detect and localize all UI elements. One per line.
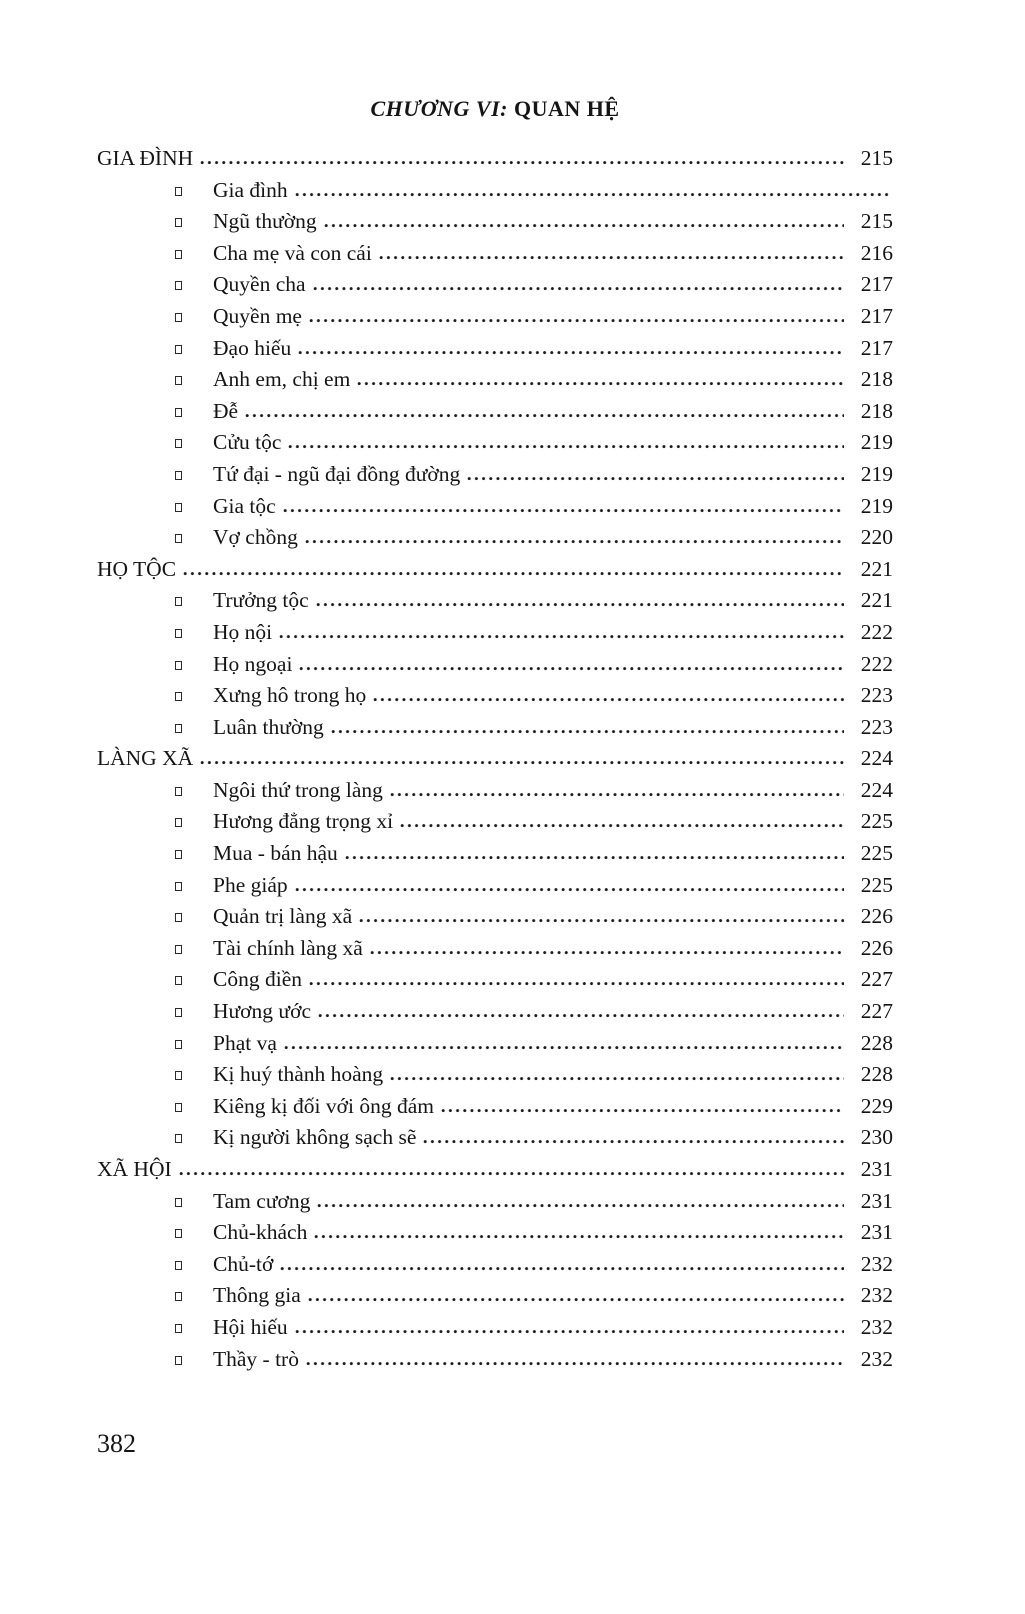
- square-bullet-icon: [175, 818, 182, 827]
- toc-entry-label: Chủ-khách: [213, 1220, 308, 1245]
- toc-entry-page: 221: [860, 588, 893, 613]
- toc-item-row: [97, 617, 893, 649]
- dot-leader: [467, 476, 844, 481]
- dot-leader: [245, 413, 844, 418]
- toc-entry-page: 219: [860, 461, 893, 486]
- toc-item-row: [97, 1249, 893, 1281]
- toc-item-row: [97, 996, 893, 1028]
- toc-item-row: [97, 1122, 893, 1154]
- toc-section-row: [97, 143, 893, 175]
- toc-entry-page: 220: [860, 525, 893, 550]
- toc-entry-page: 218: [860, 367, 893, 392]
- toc-entry-label: Tứ đại - ngũ đại đồng đường: [213, 461, 461, 486]
- dot-leader: [357, 381, 844, 386]
- toc-entry-label: Đễ: [213, 398, 239, 423]
- square-bullet-icon: [175, 1103, 182, 1112]
- dot-leader: [331, 729, 844, 734]
- toc-entry-page: 227: [860, 967, 893, 992]
- toc-entry-label: Hương ước: [213, 999, 311, 1024]
- toc-entry-page: 216: [860, 240, 893, 265]
- toc-entry-label: Mua - bán hậu: [213, 841, 338, 866]
- square-bullet-icon: [175, 692, 182, 701]
- square-bullet-icon: [175, 503, 182, 512]
- toc-entry-page: 223: [860, 714, 893, 739]
- dot-leader: [423, 1139, 844, 1144]
- chapter-name-label: QUAN HỆ: [514, 96, 620, 121]
- toc-item-row: [97, 1344, 893, 1376]
- toc-item-row: [97, 806, 893, 838]
- dot-leader: [295, 1329, 844, 1334]
- toc-item-row: [97, 838, 893, 870]
- dot-leader: [373, 697, 844, 702]
- toc-entry-page: 225: [860, 841, 893, 866]
- square-bullet-icon: [175, 313, 182, 322]
- dot-leader: [284, 1045, 844, 1050]
- toc-entry-page: 224: [860, 777, 893, 802]
- dot-leader: [313, 286, 844, 291]
- toc-entry-page: 231: [860, 1157, 893, 1181]
- square-bullet-icon: [175, 281, 182, 290]
- toc-entry-page: 226: [860, 935, 893, 960]
- toc-item-row: [97, 238, 893, 270]
- toc-entry-label: Thầy - trò: [213, 1346, 299, 1371]
- toc-entry-page: 228: [860, 1062, 893, 1087]
- dot-leader: [441, 1108, 844, 1113]
- toc-entry-label: Anh em, chị em: [213, 367, 351, 392]
- dot-leader: [298, 350, 844, 355]
- toc-item-row: [97, 1186, 893, 1218]
- toc-entry-label: Gia tộc: [213, 493, 276, 518]
- chapter-number-label: CHƯƠNG VI:: [370, 96, 508, 121]
- square-bullet-icon: [175, 850, 182, 859]
- toc-entry-page: 223: [860, 683, 893, 708]
- toc-item-row: [97, 712, 893, 744]
- toc-item-row: [97, 522, 893, 554]
- square-bullet-icon: [175, 1134, 182, 1143]
- square-bullet-icon: [175, 187, 182, 196]
- toc-item-row: [97, 491, 893, 523]
- square-bullet-icon: [175, 945, 182, 954]
- toc-entry-page: 224: [860, 746, 893, 771]
- toc-entry-label: Quản trị làng xã: [213, 904, 353, 929]
- toc-entry-label: Tài chính làng xã: [213, 935, 363, 960]
- toc-item-row: [97, 870, 893, 902]
- toc-entry-page: 217: [860, 303, 893, 328]
- toc-item-row: [97, 1217, 893, 1249]
- toc-entry-label: Xưng hô trong họ: [213, 683, 367, 708]
- toc-item-row: [97, 964, 893, 996]
- dot-leader: [317, 1203, 844, 1208]
- toc-entry-page: 232: [860, 1314, 893, 1339]
- square-bullet-icon: [175, 661, 182, 670]
- dot-leader: [308, 1297, 844, 1302]
- square-bullet-icon: [175, 471, 182, 480]
- toc-entry-label: Chủ-tớ: [213, 1251, 274, 1276]
- toc-entry-page: 228: [860, 1030, 893, 1055]
- toc-item-row: [97, 649, 893, 681]
- dot-leader: [314, 1234, 844, 1239]
- toc-entry-page: 231: [860, 1188, 893, 1213]
- toc-entry-label: Thông gia: [213, 1283, 301, 1308]
- toc-item-row: [97, 175, 893, 207]
- toc-entry-label: Ngôi thứ trong làng: [213, 777, 383, 802]
- toc-entry-page: 219: [860, 493, 893, 518]
- toc-item-row: [97, 1312, 893, 1344]
- toc-entry-label: LÀNG XÃ: [97, 746, 194, 771]
- toc-entry-label: Quyền cha: [213, 272, 306, 297]
- square-bullet-icon: [175, 1324, 182, 1333]
- dot-leader: [359, 918, 844, 923]
- toc-entry-label: Vợ chồng: [213, 525, 298, 550]
- toc-entry-page: 219: [860, 430, 893, 455]
- chapter-title: [97, 96, 893, 122]
- toc-item-row: [97, 396, 893, 428]
- toc-entry-label: Kị người không sạch sẽ: [213, 1125, 417, 1150]
- toc-entry-label: Quyền mẹ: [213, 303, 302, 328]
- toc-entry-label: Kị huý thành hoàng: [213, 1062, 384, 1087]
- toc-entry-page: 229: [860, 1093, 893, 1118]
- toc-entry-page: 230: [860, 1125, 893, 1150]
- toc-entry-label: Phe giáp: [213, 872, 288, 897]
- square-bullet-icon: [175, 1261, 182, 1270]
- dot-leader: [305, 539, 844, 544]
- dot-leader: [179, 1171, 844, 1176]
- toc-entry-page: 217: [860, 335, 893, 360]
- square-bullet-icon: [175, 976, 182, 985]
- square-bullet-icon: [175, 376, 182, 385]
- toc-item-row: [97, 364, 893, 396]
- toc-item-row: [97, 459, 893, 491]
- toc-entry-page: 227: [860, 999, 893, 1024]
- square-bullet-icon: [175, 724, 182, 733]
- dot-leader: [200, 160, 844, 165]
- dot-leader: [283, 508, 844, 513]
- dot-leader: [183, 571, 844, 576]
- toc-entry-page: 222: [860, 619, 893, 644]
- dot-leader: [309, 981, 844, 986]
- square-bullet-icon: [175, 1071, 182, 1080]
- toc-item-row: [97, 269, 893, 301]
- toc-entry-label: Cửu tộc: [213, 430, 282, 455]
- toc-entry-page: 231: [860, 1220, 893, 1245]
- toc-entry-label: Họ nội: [213, 619, 273, 644]
- toc-item-row: [97, 585, 893, 617]
- toc-entry-page: 232: [860, 1251, 893, 1276]
- dot-leader: [318, 1013, 844, 1018]
- square-bullet-icon: [175, 218, 182, 227]
- toc-item-row: [97, 206, 893, 238]
- square-bullet-icon: [175, 1356, 182, 1365]
- toc-entry-label: Tam cương: [213, 1188, 311, 1213]
- toc-entry-page: 225: [860, 872, 893, 897]
- dot-leader: [295, 887, 844, 892]
- toc-entry-page: 226: [860, 904, 893, 929]
- dot-leader: [279, 634, 844, 639]
- square-bullet-icon: [175, 1198, 182, 1207]
- toc-section-row: [97, 743, 893, 775]
- dot-leader: [295, 192, 890, 197]
- square-bullet-icon: [175, 913, 182, 922]
- square-bullet-icon: [175, 787, 182, 796]
- dot-leader: [299, 666, 844, 671]
- toc-entry-label: Hương đẳng trọng xỉ: [213, 809, 394, 834]
- toc-entry-label: Họ ngoại: [213, 651, 293, 676]
- toc-entry-page: 218: [860, 398, 893, 423]
- toc-entry-label: Luân thường: [213, 714, 324, 739]
- toc-entry-label: Hội hiếu: [213, 1314, 288, 1339]
- toc-entry-label: GIA ĐÌNH: [97, 146, 194, 170]
- toc-item-row: [97, 427, 893, 459]
- dot-leader: [200, 760, 844, 765]
- toc-entry-page: 221: [860, 556, 893, 581]
- square-bullet-icon: [175, 1229, 182, 1238]
- square-bullet-icon: [175, 408, 182, 417]
- dot-leader: [316, 602, 844, 607]
- square-bullet-icon: [175, 1040, 182, 1049]
- toc-entry-label: Ngũ thường: [213, 209, 317, 234]
- toc-section-row: [97, 554, 893, 586]
- square-bullet-icon: [175, 345, 182, 354]
- dot-leader: [345, 855, 844, 860]
- toc-entry-page: 232: [860, 1346, 893, 1371]
- toc-section-row: [97, 1154, 893, 1186]
- dot-leader: [280, 1266, 844, 1271]
- toc-entry-page: 217: [860, 272, 893, 297]
- square-bullet-icon: [175, 597, 182, 606]
- square-bullet-icon: [175, 1292, 182, 1301]
- toc-entry-label: HỌ TỘC: [97, 556, 177, 581]
- toc-entry-label: Phạt vạ: [213, 1030, 277, 1055]
- toc-item-row: [97, 1059, 893, 1091]
- toc-item-row: [97, 680, 893, 712]
- square-bullet-icon: [175, 250, 182, 259]
- toc-list: [97, 143, 893, 1375]
- toc-entry-page: 215: [860, 146, 893, 170]
- dot-leader: [400, 823, 844, 828]
- dot-leader: [390, 1076, 844, 1081]
- page-folio: 382: [97, 1429, 136, 1459]
- toc-entry-label: Kiêng kị đối với ông đám: [213, 1093, 434, 1118]
- square-bullet-icon: [175, 534, 182, 543]
- toc-entry-label: Trưởng tộc: [213, 588, 309, 613]
- toc-entry-page: 225: [860, 809, 893, 834]
- toc-entry-label: Công điền: [213, 967, 302, 992]
- toc-item-row: [97, 933, 893, 965]
- toc-item-row: [97, 775, 893, 807]
- dot-leader: [288, 444, 844, 449]
- toc-entry-label: XÃ HỘI: [97, 1157, 172, 1181]
- toc-entry-label: Cha mẹ và con cái: [213, 240, 372, 265]
- square-bullet-icon: [175, 882, 182, 891]
- toc-item-row: [97, 1280, 893, 1312]
- dot-leader: [306, 1361, 844, 1366]
- toc-item-row: [97, 1028, 893, 1060]
- toc-entry-page: 232: [860, 1283, 893, 1308]
- toc-item-row: [97, 301, 893, 333]
- toc-entry-label: Đạo hiếu: [213, 335, 292, 360]
- dot-leader: [390, 792, 844, 797]
- square-bullet-icon: [175, 629, 182, 638]
- toc-entry-page: 222: [860, 651, 893, 676]
- toc-item-row: [97, 901, 893, 933]
- square-bullet-icon: [175, 439, 182, 448]
- dot-leader: [379, 255, 844, 260]
- toc-entry-label: Gia đình: [213, 177, 288, 202]
- toc-item-row: [97, 1091, 893, 1123]
- toc-item-row: [97, 333, 893, 365]
- square-bullet-icon: [175, 1008, 182, 1017]
- dot-leader: [309, 318, 844, 323]
- toc-entry-page: 215: [860, 209, 893, 234]
- dot-leader: [370, 950, 844, 955]
- dot-leader: [324, 223, 844, 228]
